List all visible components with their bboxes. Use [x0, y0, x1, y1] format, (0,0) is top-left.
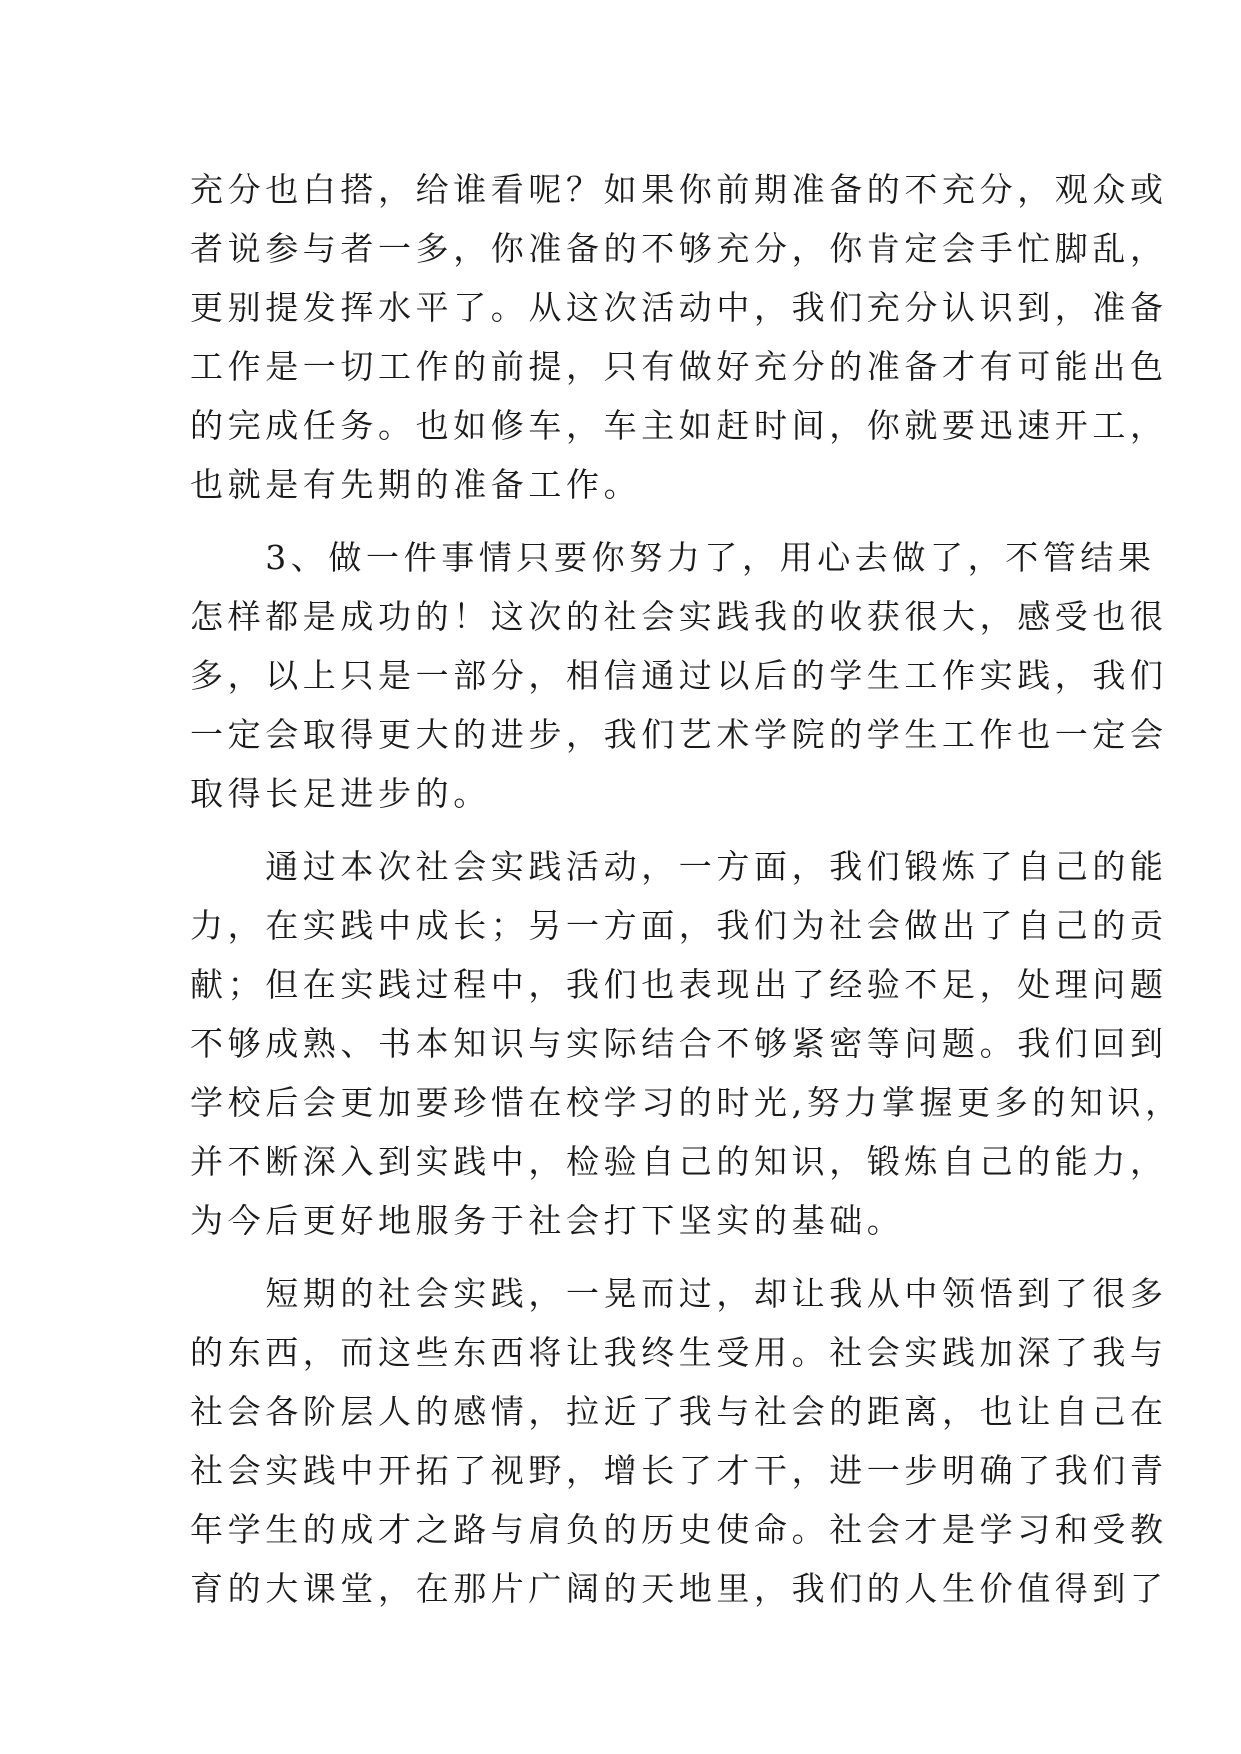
body-text [190, 160, 1183, 1618]
text-line: 取得长足进步的。 [190, 774, 491, 813]
text-line: 者说参与者一多，你准备的不够充分，你肯定会手忙脚乱， [190, 229, 1168, 268]
paragraph [190, 837, 1183, 1250]
text-line: 学校后会更加要珍惜在校学习的时光,努力掌握更多的知识， [190, 1083, 1183, 1122]
paragraph-gap [190, 1250, 1050, 1264]
text-line: 并不断深入到实践中，检验自己的知识，锻炼自己的能力， [190, 1142, 1168, 1181]
text-line: 通过本次社会实践活动，一方面，我们锻炼了自己的能 [190, 847, 1168, 886]
paragraph [190, 528, 1168, 823]
text-line: 充分也白搭，给谁看呢？如果你前期准备的不充分，观众或 [190, 170, 1168, 209]
text-line: 献；但在实践过程中，我们也表现出了经验不足，处理问题 [190, 965, 1168, 1004]
text-line: 的完成任务。也如修车，车主如赶时间，你就要迅速开工， [190, 406, 1168, 445]
text-line: 怎样都是成功的！这次的社会实践我的收获很大，感受也很 [190, 597, 1168, 636]
text-line: 社会实践中开拓了视野，增长了才干，进一步明确了我们青 [190, 1451, 1168, 1490]
text-line: 多，以上只是一部分，相信通过以后的学生工作实践，我们 [190, 656, 1168, 695]
text-line: 工作是一切工作的前提，只有做好充分的准备才有可能出色 [190, 347, 1168, 386]
text-line: 社会各阶层人的感情，拉近了我与社会的距离，也让自己在 [190, 1392, 1168, 1431]
text-line: 的东西，而这些东西将让我终生受用。社会实践加深了我与 [190, 1333, 1168, 1372]
text-line: 为今后更好地服务于社会打下坚实的基础。 [190, 1201, 905, 1240]
text-line: 力，在实践中成长；另一方面，我们为社会做出了自己的贡 [190, 906, 1168, 945]
text-line: 更别提发挥水平了。从这次活动中，我们充分认识到，准备 [190, 288, 1168, 327]
text-line: 不够成熟、书本知识与实际结合不够紧密等问题。我们回到 [190, 1024, 1168, 1063]
paragraph [190, 1264, 1168, 1618]
paragraph-gap [190, 514, 1050, 528]
text-line: 育的大课堂，在那片广阔的天地里，我们的人生价值得到了 [190, 1569, 1168, 1608]
text-line: 也就是有先期的准备工作。 [190, 465, 642, 504]
text-line: 短期的社会实践，一晃而过，却让我从中领悟到了很多 [190, 1274, 1168, 1313]
text-line: 年学生的成才之路与肩负的历史使命。社会才是学习和受教 [190, 1510, 1168, 1549]
paragraph [190, 160, 1168, 514]
text-line: 一定会取得更大的进步，我们艺术学院的学生工作也一定会 [190, 715, 1168, 754]
paragraph-gap [190, 823, 1050, 837]
text-line: 3、做一件事情只要你努力了，用心去做了，不管结果 [190, 538, 1156, 577]
